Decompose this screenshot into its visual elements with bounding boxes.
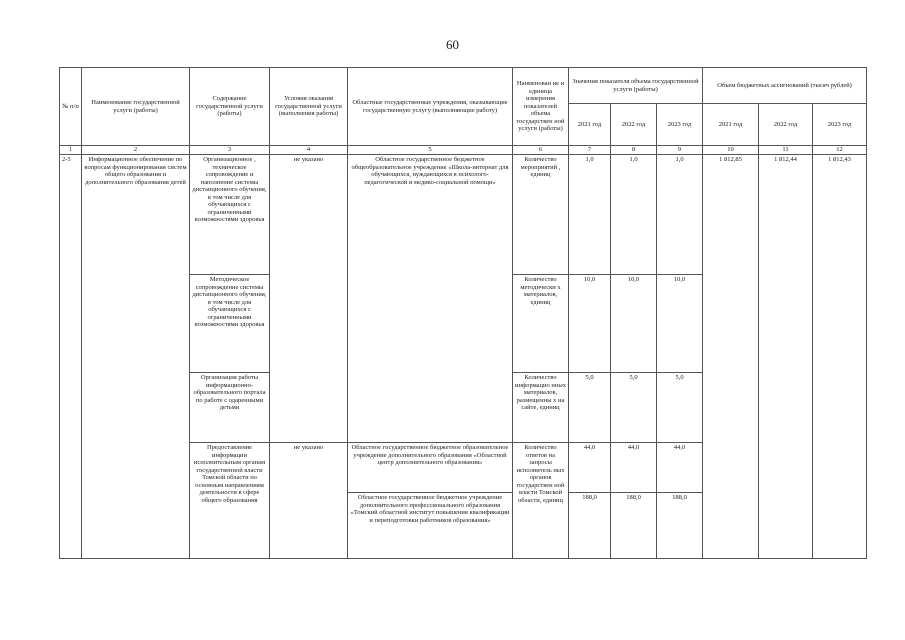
indicator-2021-cell: 10,0 bbox=[569, 275, 611, 373]
service-content-cell: Методическое сопровождение системы дистанционного обучения, в том числе для обучающихся с ограниченными возможностями здоровья bbox=[190, 275, 270, 373]
col-number: 6 bbox=[513, 146, 569, 155]
indicator-2021-cell: 1,0 bbox=[569, 155, 611, 275]
col-number: 10 bbox=[703, 146, 759, 155]
col-number: 12 bbox=[813, 146, 867, 155]
indicator-2021-cell: 188,0 bbox=[569, 493, 611, 559]
institution-cell: Областное государственное бюджетное учреждение дополнительного профессионального образования «Томский областной институт повышения квалификации и переподготовки работников образования» bbox=[348, 493, 513, 559]
col-number: 9 bbox=[657, 146, 703, 155]
indicator-2023-cell: 10,0 bbox=[657, 275, 703, 373]
header-budget-2021: 2021 год bbox=[703, 104, 759, 146]
header-budget-group: Объем бюджетных ассигнований (тысяч рублей) bbox=[703, 68, 867, 104]
header-indicator-2021: 2021 год bbox=[569, 104, 611, 146]
budget-2021-cell: 1 812,85 bbox=[703, 155, 759, 559]
header-service-content: Содержание государственной услуги (работы) bbox=[190, 68, 270, 146]
service-content-cell: Предоставление информации исполнительным органам государственной власти Томской области по основным направлениям деятельности в сфере общего образования bbox=[190, 443, 270, 559]
column-numbers-row bbox=[60, 146, 867, 155]
unit-cell: Количество мероприятий , единиц bbox=[513, 155, 569, 275]
col-number: 11 bbox=[759, 146, 813, 155]
institution-cell: Областное государственное бюджетное общеобразовательное учреждение «Школа-интернат для обучающихся, нуждающихся в психолого-педагогической и медико-социальной помощи» bbox=[348, 155, 513, 443]
budget-2023-cell: 1 812,43 bbox=[813, 155, 867, 559]
header-num: № п/п bbox=[60, 68, 82, 146]
header-unit: Наименован ие и единица измерения показателей объема государствен ной услуги (работы) bbox=[513, 68, 569, 146]
indicator-2022-cell: 5,0 bbox=[611, 373, 657, 443]
header-conditions: Условия оказания государственной услуги (выполнения работы) bbox=[270, 68, 348, 146]
unit-cell: Количество ответов на запросы исполнитель ных органов государствен ной власти Томской области, единиц bbox=[513, 443, 569, 559]
service-name-cell: Информационное обеспечение по вопросам функционирования систем общего образования и дополнительного образования детей bbox=[82, 155, 190, 559]
indicator-2022-cell: 188,0 bbox=[611, 493, 657, 559]
col-number: 1 bbox=[60, 146, 82, 155]
col-number: 5 bbox=[348, 146, 513, 155]
budget-2022-cell: 1 812,44 bbox=[759, 155, 813, 559]
header-budget-2022: 2022 год bbox=[759, 104, 813, 146]
header-service-name: Наименование государственной услуги (работы) bbox=[82, 68, 190, 146]
indicator-2021-cell: 5,0 bbox=[569, 373, 611, 443]
table-row bbox=[60, 155, 867, 275]
conditions-cell: не указано bbox=[270, 155, 348, 443]
service-content-cell: Организационное , техническое сопровождение и наполнение системы дистанционного обучения, в том числе для обучающихся с ограниченными возможностями здоровья bbox=[190, 155, 270, 275]
conditions-cell: не указано bbox=[270, 443, 348, 559]
indicator-2022-cell: 1,0 bbox=[611, 155, 657, 275]
indicator-2023-cell: 1,0 bbox=[657, 155, 703, 275]
services-table bbox=[59, 67, 867, 559]
col-number: 7 bbox=[569, 146, 611, 155]
col-number: 4 bbox=[270, 146, 348, 155]
indicator-2023-cell: 44,0 bbox=[657, 443, 703, 493]
col-number: 2 bbox=[82, 146, 190, 155]
institution-cell: Областное государственное бюджетное образовательное учреждение дополнительного образования «Областной центр дополнительного образования» bbox=[348, 443, 513, 493]
page-number: 60 bbox=[446, 37, 459, 52]
service-content-cell: Организация работы информационно-образовательного портала по работе с одаренными детьми bbox=[190, 373, 270, 443]
col-number: 3 bbox=[190, 146, 270, 155]
indicator-2021-cell: 44,0 bbox=[569, 443, 611, 493]
indicator-2022-cell: 44,0 bbox=[611, 443, 657, 493]
col-number: 8 bbox=[611, 146, 657, 155]
unit-cell: Количество методически х материалов, единиц bbox=[513, 275, 569, 373]
unit-cell: Количество информацио нных материалов, размещенны х на сайте, единиц bbox=[513, 373, 569, 443]
header-institutions: Областные государственные учреждения, оказывающие государственную услугу (выполняющие работу) bbox=[348, 68, 513, 146]
indicator-2022-cell: 10,0 bbox=[611, 275, 657, 373]
header-indicator-group: Значения показателя объема государственной услуги (работы) bbox=[569, 68, 703, 104]
indicator-2023-cell: 5,0 bbox=[657, 373, 703, 443]
row-number: 2-5 bbox=[60, 155, 82, 559]
header-indicator-2022: 2022 год bbox=[611, 104, 657, 146]
header-indicator-2023: 2023 год bbox=[657, 104, 703, 146]
indicator-2023-cell: 188,0 bbox=[657, 493, 703, 559]
header-budget-2023: 2023 год bbox=[813, 104, 867, 146]
